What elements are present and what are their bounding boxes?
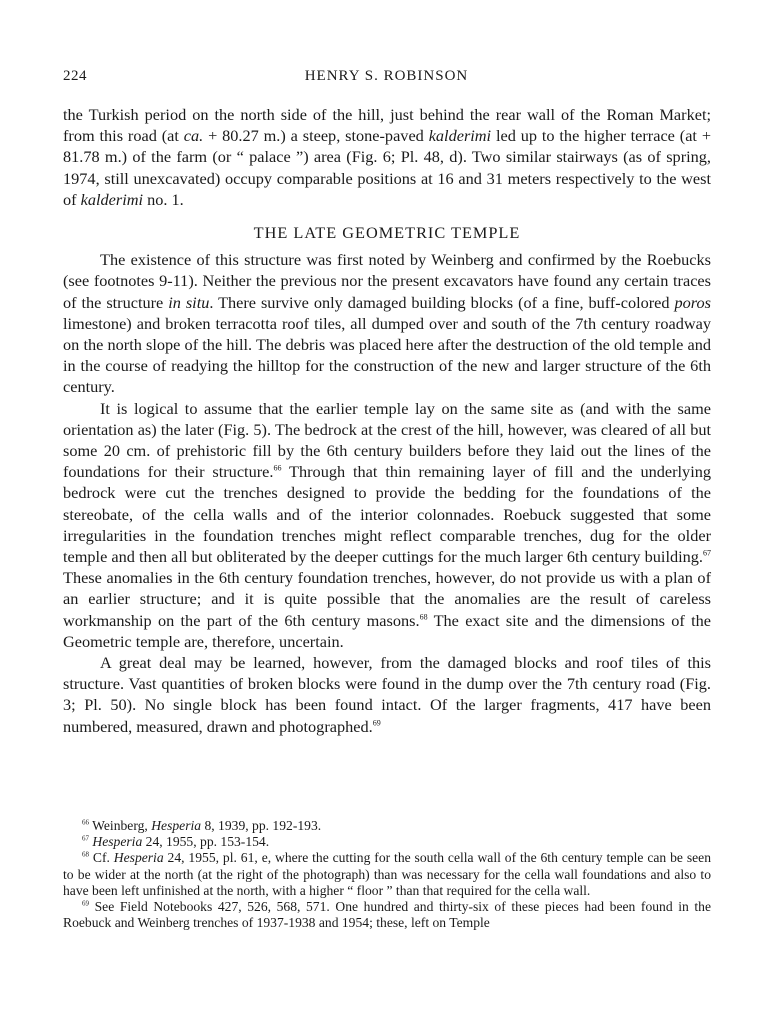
intro-paragraph: the Turkish period on the north side of the hill, just behind the rear wall of the Roman Market; from this road (at ca. + 80.27 m.) a steep, stone-paved kalderimi led up to the higher terrace (at + 81.78 m.) of the farm (or “ palace ”) area (Fig. 6; Pl. 48, d). Two similar stairways (as of spring, 1974, still unexcavated) occupy comparable positions at 16 and 31 meters respectively to the west of kalderimi no. 1.: [63, 105, 711, 209]
main-text: [63, 104, 711, 737]
footnote-68: $^{68}$ Cf. Hesperia 24, 1955, pl. 61, e, where the cutting for the south cella wall of the 6th century temple can be seen to be wider at the north (at the right of the photograph) than was necessary for the cella wall foundations and also to have been left unfinished at the north, with a higher “ floor ” than that required for the cella wall.: [63, 850, 711, 898]
footnote-ref-66[interactable]: 66: [273, 463, 282, 473]
footnote-ref-68[interactable]: 68: [419, 612, 428, 622]
footnote-69: $^{69}$ See Field Notebooks 427, 526, 568, 571. One hundred and thirty-six of these pieces had been found in the Roebuck and Weinberg trenches of 1937-1938 and 1954; these, left on Temple: [63, 899, 711, 931]
running-title: HENRY S. ROBINSON: [304, 68, 469, 84]
paragraph-3: A great deal may be learned, however, from the damaged blocks and roof tiles of this structure. Vast quantities of broken blocks were found in the dump over the 7th century road (Fig. 3; Pl. 50). No single block has been found intact. Of the larger fragments, 417 have been numbered, measured, drawn and photographed.$^{69}$: [63, 653, 711, 736]
page-header: [63, 68, 710, 90]
paragraph-1: The existence of this structure was first noted by Weinberg and confirmed by the Roebucks (see footnotes 9-11). Neither the previous nor the present excavators have found any certain traces of the structure in situ. There survive only damaged building blocks (of a fine, buff-colored poros limestone) and broken terracotta roof tiles, all dumped over and south of the 7th century roadway on the north slope of the hill. The debris was placed here after the destruction of the old temple and in the course of readying the hilltop for the construction of the new and larger structure of the 6th century.: [63, 250, 711, 397]
section-heading: THE LATE GEOMETRIC TEMPLE: [253, 223, 521, 243]
page-number: 224: [63, 68, 87, 84]
footnote-67: $^{67}$ Hesperia 24, 1955, pp. 153-154.: [82, 834, 270, 850]
footnote-ref-69[interactable]: 69: [372, 718, 381, 728]
paragraph-2: It is logical to assume that the earlier temple lay on the same site as (and with the same orientation as) the later (Fig. 5). The bedrock at the crest of the hill, however, was cleared of all but some 20 cm. of prehistoric fill by the 6th century builders before they laid out the lines of the foundations for their structure.$^{66}$ Through that thin remaining layer of fill and the underlying bedrock were cut the trenches designed to provide the bedding for the foundations of the stereobate, of the cella walls and of the interior colonnades. Roebuck suggested that some irregularities in the foundation trenches might reflect comparable trenches, dug for the older temple and then all but obliterated by the deeper cuttings for the much larger 6th century building.$^{67}$ These anomalies in the 6th century foundation trenches, however, do not provide us with a plan of an earlier structure; and it is quite possible that the anomalies are the result of careless workmanship on the part of the 6th century masons.$^{68}$ The exact site and the dimensions of the Geometric temple are, therefore, uncertain.: [63, 398, 712, 651]
footnotes: [63, 818, 711, 931]
footnote-66: $^{66}$ Weinberg, Hesperia 8, 1939, pp. 192-193.: [82, 818, 322, 833]
footnote-ref-67[interactable]: 67: [703, 548, 711, 558]
